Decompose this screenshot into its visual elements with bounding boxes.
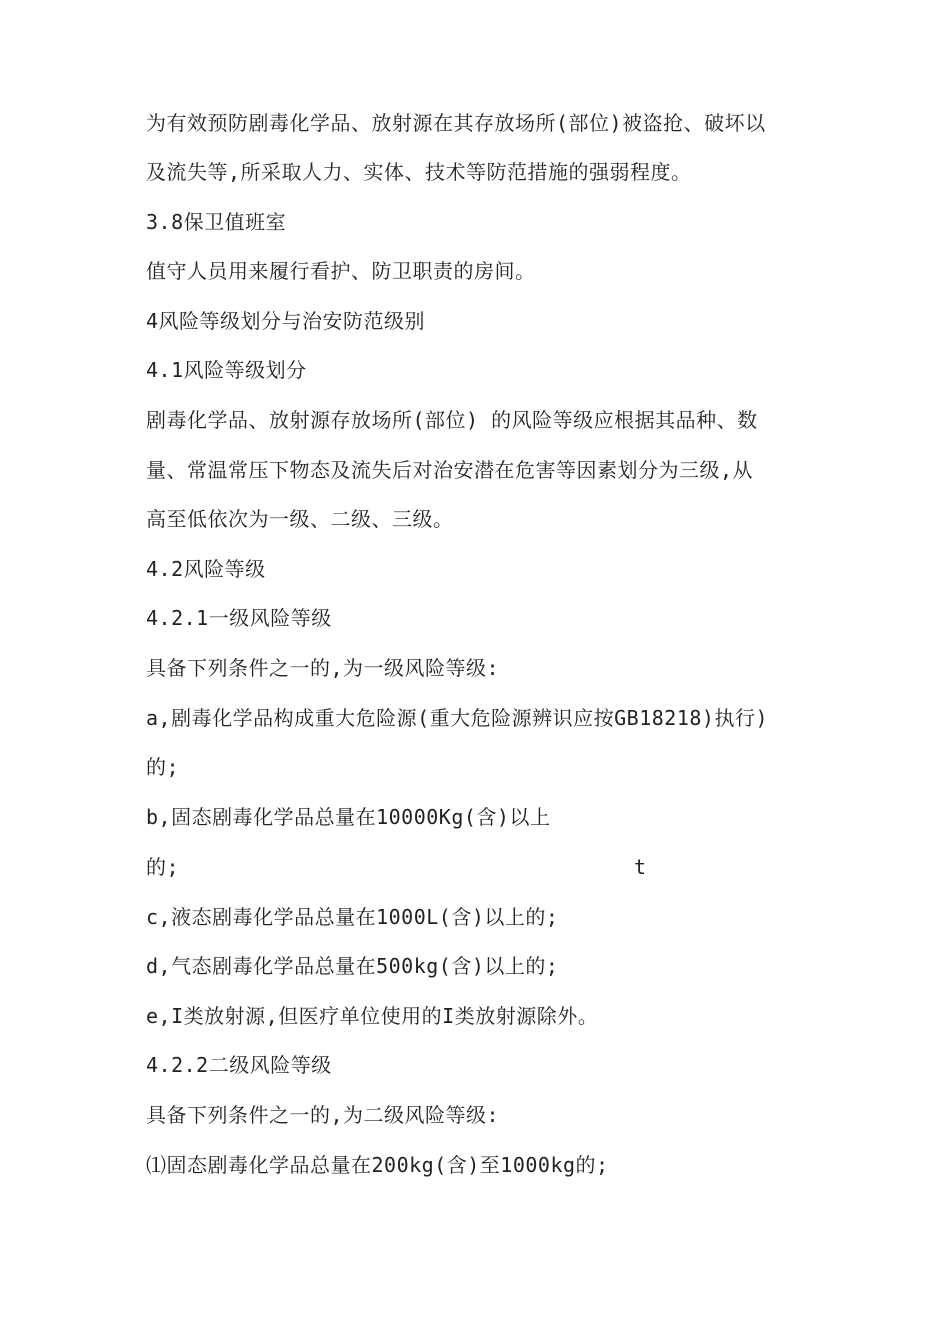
text-line: 的; <box>146 755 180 779</box>
text-line: 具备下列条件之一的,为一级风险等级: <box>146 656 500 680</box>
list-item: a,剧毒化学品构成重大危险源(重大危险源辨识应按GB18218)执行) <box>146 706 768 730</box>
list-item: ⑴固态剧毒化学品总量在200kg(含)至1000kg的; <box>146 1153 609 1177</box>
text-line: 的; <box>146 855 180 879</box>
text-line: 具备下列条件之一的,为二级风险等级: <box>146 1103 500 1127</box>
list-item: d,气态剧毒化学品总量在500kg(含)以上的; <box>146 954 559 978</box>
text-line: 值守人员用来履行看护、防卫职责的房间。 <box>146 259 536 283</box>
section-heading: 4.1风险等级划分 <box>146 358 307 382</box>
text-line: 剧毒化学品、放射源存放场所(部位) 的风险等级应根据其品种、数 <box>146 408 758 432</box>
section-heading: 3.8保卫值班室 <box>146 210 287 234</box>
text-line: 量、常温常压下物态及流失后对治安潜在危害等因素划分为三级,从 <box>146 458 754 482</box>
list-item: c,液态剧毒化学品总量在1000L(含)以上的; <box>146 905 559 929</box>
section-heading: 4.2.1一级风险等级 <box>146 606 332 630</box>
stray-mark: t <box>634 855 647 879</box>
section-heading: 4风险等级划分与治安防范级别 <box>146 309 426 333</box>
list-item: b,固态剧毒化学品总量在10000Kg(含)以上 <box>146 805 551 829</box>
text-line: 高至低依次为一级、二级、三级。 <box>146 507 454 531</box>
section-heading: 4.2风险等级 <box>146 557 266 581</box>
list-item: e,I类放射源,但医疗单位使用的I类放射源除外。 <box>146 1004 599 1028</box>
text-line: 为有效预防剧毒化学品、放射源在其存放场所(部位)被盗抢、破坏以 <box>146 111 766 135</box>
section-heading: 4.2.2二级风险等级 <box>146 1053 332 1077</box>
text-line: 及流失等,所采取人力、实体、技术等防范措施的强弱程度。 <box>146 160 692 184</box>
